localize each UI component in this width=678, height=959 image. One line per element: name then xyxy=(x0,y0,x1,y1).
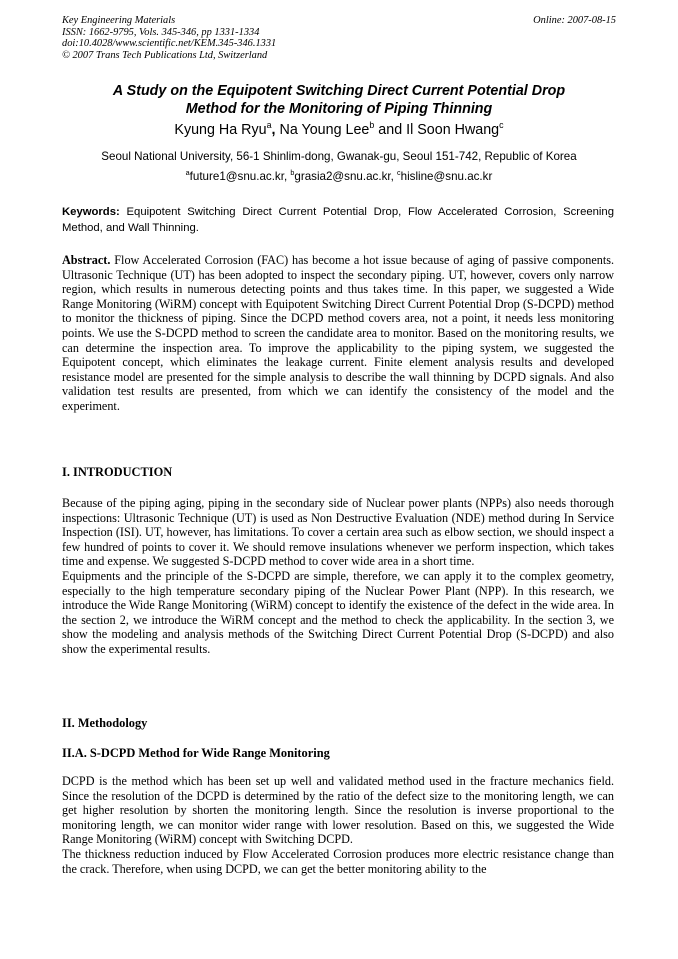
journal-issn: ISSN: 1662-9795, Vols. 345-346, pp 1331-1334 xyxy=(62,26,260,38)
affiliation: Seoul National University, 56-1 Shinlim-dong, Gwanak-gu, Seoul 151-742, Republic of Korea xyxy=(101,150,577,163)
email-address: hisline@snu.ac.kr xyxy=(400,170,493,183)
keywords-text: Equipotent Switching Direct Current Potential Drop, Flow Accelerated Corrosion, Screening Method, and Wall Thinning. xyxy=(62,206,614,234)
title-line-1: A Study on the Equipotent Switching Direct Current Potential Drop xyxy=(112,83,566,99)
abstract-label: Abstract. xyxy=(62,253,111,267)
author-name: Na Young Lee xyxy=(279,122,370,138)
paragraph: Equipments and the principle of the S-DCPD are simple, therefore, we can apply it to the complex geometry, especially to the high temperature secondary piping of the Nuclear Power Plant (NPP). In this research, we introduce the Wide Range Monitoring (WiRM) concept to identify the existence of the defect in the wide area. In the section 2, we introduce the WiRM concept and the method to check the applicability. In the section 3, we show the modeling and analysis methods of the Switching Direct Current Potential Drop (S-DCPD) and also show the experimental results. xyxy=(62,568,614,656)
email-list: $^a$future1@snu.ac.kr, $^b$grasia2@snu.ac.kr, $^c$hisline@snu.ac.kr xyxy=(185,168,493,183)
journal-name: Key Engineering Materials xyxy=(62,15,176,26)
author-separator: and xyxy=(378,122,403,138)
abstract xyxy=(62,253,614,414)
email-address: grasia2@snu.ac.kr xyxy=(294,170,391,183)
email-mark: b xyxy=(290,168,295,178)
author-mark: a xyxy=(266,120,272,131)
section-heading-introduction: I. INTRODUCTION xyxy=(62,465,173,479)
journal-copyright: © 2007 Trans Tech Publications Ltd, Switzerland xyxy=(62,49,268,61)
paragraph: The thickness reduction induced by Flow Accelerated Corrosion produces more electric resistance change than the crack. Therefore, when using DCPD, we can get the better monitoring ability to the xyxy=(62,846,614,876)
journal-doi: doi:10.4028/www.scientific.net/KEM.345-346.1331 xyxy=(62,38,277,50)
author-name: Kyung Ha Ryu xyxy=(174,122,267,138)
title-line-2: Method for the Monitoring of Piping Thinning xyxy=(185,101,493,117)
author-separator: , xyxy=(271,122,276,138)
journal-header xyxy=(62,15,616,61)
paragraph: DCPD is the method which has been set up well and validated method used in the fracture mechanics field. Since the resolution of the DCPD is determined by the ratio of the defect size to the monitoring length, we can get higher resolution by shorten the monitoring length. Since the resolution is inverse proportional to the monitoring length, we can monitor wider range with lower resolution. Based on this, we suggested the Wide Range Monitoring (WiRM) concept with Switching DCPD. xyxy=(62,774,614,847)
email-mark: a xyxy=(185,168,190,178)
keywords-label: Keywords: xyxy=(62,206,120,218)
subsection-heading: II.A. S-DCPD Method for Wide Range Monitoring xyxy=(62,746,330,760)
email-mark: c xyxy=(397,168,401,178)
online-date: Online: 2007-08-15 xyxy=(533,15,616,26)
author-list xyxy=(40,120,638,140)
author-name: Il Soon Hwang xyxy=(406,122,500,138)
author-mark: c xyxy=(499,120,504,131)
methodology-body xyxy=(62,774,614,876)
introduction-body xyxy=(62,496,614,657)
keywords xyxy=(62,205,614,236)
abstract-text: Flow Accelerated Corrosion (FAC) has become a hot issue because of aging of passive components. Ultrasonic Technique (UT) has been adopted to inspect the secondary piping. UT, however, covers only narrow region, which results in numerous detecting points and thus takes time. In this paper, we suggested a Wide Range Monitoring (WiRM) concept with Equipotent Switching Direct Current Potential Drop (S-DCPD) method to monitor the thickness of piping. Since the DCPD method covers area, not a point, it needs less monitoring points. We use the S-DCPD method to screen the candidate area to monitor. Based on the monitoring results, we can determine the inspection area. To improve the applicability to the piping system, we suggested the Equipotent concept, which eliminates the leakage current. Finite element analysis results and developed resistance model are presented for the simple analysis to describe the wall thinning by DCPD signals. And also validation test results are presented, from which we can identify the consistency of the model and the experiment. xyxy=(62,253,614,413)
email-address: future1@snu.ac.kr xyxy=(189,170,284,183)
section-heading-methodology: II. Methodology xyxy=(62,716,148,730)
paper-title xyxy=(50,82,628,118)
paragraph: Because of the piping aging, piping in the secondary side of Nuclear power plants (NPPs) also needs thorough inspections: Ultrasonic Technique (UT) is used as Non Destructive Evaluation (NDE) method during In Service Inspection (ISI). UT, however, has limitations. To cover a certain area such as elbow section, we should inspect a few hundred of points to cover it. We should remove insulations whenever we perform inspection, which takes time and expense. We suggested S-DCPD method to cover wide area in a short time. xyxy=(62,496,614,569)
author-mark: b xyxy=(369,120,375,131)
